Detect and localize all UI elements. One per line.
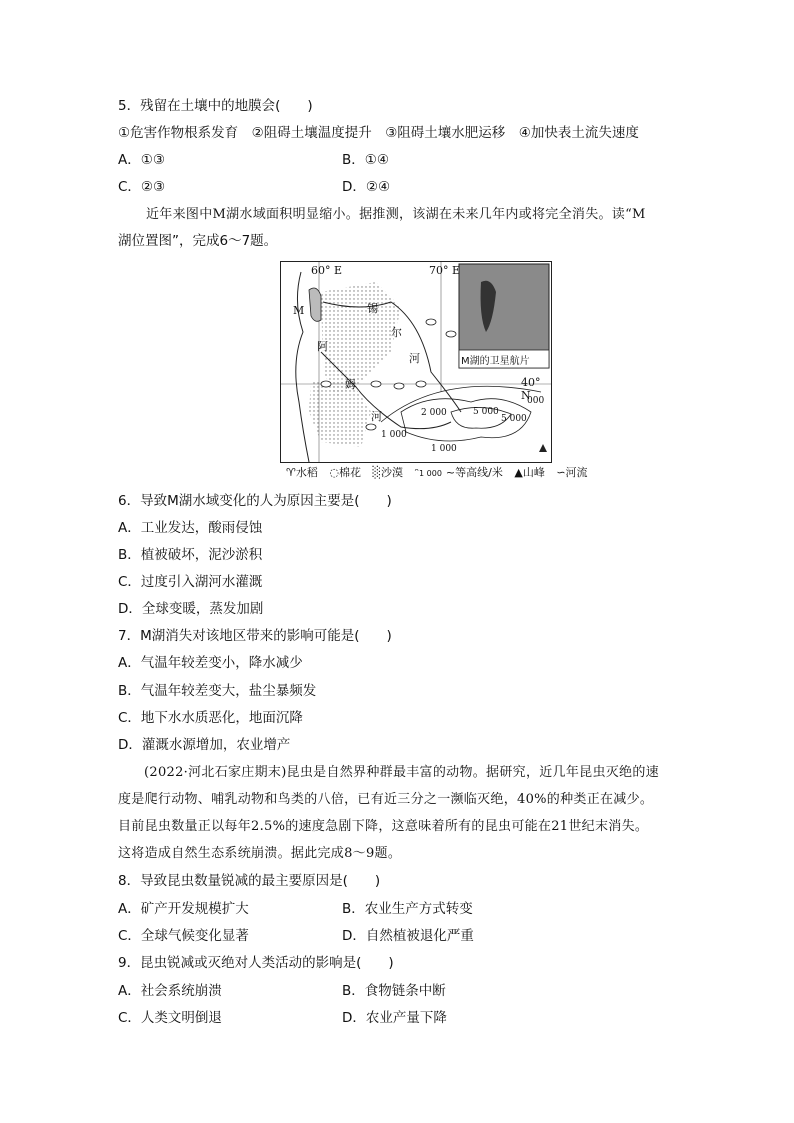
- lon-70-label: 70° E: [429, 264, 461, 277]
- q8-option-a: A．矿产开发规模扩大: [118, 901, 249, 917]
- q5-option-d: D．②④: [342, 179, 391, 195]
- q8-option-d: D．自然植被退化严重: [342, 928, 474, 944]
- q8-stem: 8．导致昆虫数量锐减的最主要原因是( ): [118, 873, 381, 889]
- q7-option-d: D．灌溉水源增加，农业增产: [118, 737, 291, 753]
- q5-option-row1: [118, 151, 389, 169]
- q8-option-row1: [118, 900, 473, 918]
- q5-option-a: A．①③: [118, 152, 165, 168]
- legend-peak: ▲山峰: [514, 466, 545, 479]
- q7-option-a: A．气温年较差变小，降水减少: [118, 655, 303, 671]
- passage2-line1: (2022·河北石家庄期末)昆虫是自然界种群最丰富的动物。据研究，近几年昆虫灭绝的速: [144, 765, 659, 780]
- passage2-line3: 目前昆虫数量正以每年2.5%的速度急剧下降，这意味着所有的昆虫可能在21世纪末消失。: [118, 819, 649, 834]
- q9-option-row2: [118, 1009, 447, 1027]
- q6-option-b: B．植被破坏，泥沙淤积: [118, 547, 263, 563]
- desert-south: [309, 380, 371, 447]
- m-lake: [309, 288, 321, 321]
- q9-option-d: D．农业产量下降: [342, 1010, 447, 1026]
- legend-rice: ♈水稻: [286, 466, 318, 479]
- contour-label-5000a: 5 000: [473, 407, 499, 417]
- q9-option-row1: [118, 982, 446, 1000]
- lat-40-label: 40° N: [521, 376, 541, 402]
- passage2-line2: 度是爬行动物、哺乳动物和鸟类的八倍，已有近三分之一濒临灭绝，40%的种类正在减少。: [118, 792, 654, 807]
- lake-m-label: M: [293, 304, 305, 317]
- contour-label-000: 000: [527, 396, 545, 406]
- q5-option-b: B．①④: [342, 152, 389, 168]
- map-legend: [286, 466, 596, 481]
- q5-option-c: C．②③: [118, 179, 166, 195]
- q5-option-row2: [118, 178, 391, 196]
- legend-desert: ░沙漠: [372, 466, 403, 479]
- q9-option-c: C．人类文明倒退: [118, 1010, 222, 1026]
- legend-cotton: ◌棉花: [329, 466, 361, 479]
- desert-north: [321, 282, 401, 397]
- lon-60-label: 60° E: [311, 264, 343, 277]
- river-char-xi: 锡: [367, 302, 378, 315]
- passage1-line2: 湖位置图”，完成6～7题。: [118, 233, 278, 249]
- q9-stem: 9．昆虫锐减或灭绝对人类活动的影响是( ): [118, 955, 394, 971]
- river-char-er: 尔: [391, 326, 402, 339]
- q9-option-a: A．社会系统崩溃: [118, 983, 222, 999]
- passage2-line4: 这将造成自然生态系统崩溃。据此完成8～9题。: [118, 846, 402, 861]
- q6-option-c: C．过度引入湖河水灌溉: [118, 574, 263, 590]
- contour-label-2000: 2 000: [421, 408, 447, 418]
- q6-option-a: A．工业发达，酸雨侵蚀: [118, 520, 263, 536]
- river-char-he2: 河: [371, 410, 382, 423]
- contour-label-1000: 1 000: [431, 444, 457, 454]
- q7-option-b: B．气温年较差变大，盐尘暴频发: [118, 683, 317, 699]
- legend-river: ∽河流: [556, 466, 588, 479]
- q9-option-b: B．食物链条中断: [342, 983, 446, 999]
- legend-contour: ᵔ1 000 ~等高线/米: [414, 466, 503, 479]
- q6-stem: 6．导致M湖水域变化的人为原因主要是( ): [118, 493, 392, 509]
- river-char-he1: 河: [409, 352, 420, 365]
- passage1-line1: 近年来图中M湖水域面积明显缩小。据推测，该湖在未来几年内或将完全消失。读“M: [146, 207, 646, 222]
- inset-caption: M湖的卫星航片: [461, 356, 530, 367]
- river-char-mu: 姆: [345, 378, 356, 391]
- river-char-a: 阿: [317, 340, 328, 353]
- contour-label-1000b: 1 000: [381, 430, 407, 440]
- contour-label-5000b: 5 000: [501, 414, 527, 424]
- m-lake-location-map: [280, 261, 552, 463]
- q5-stem: 5．残留在土壤中的地膜会( ): [118, 98, 313, 114]
- peak-symbol: [539, 444, 547, 452]
- q7-option-c: C．地下水水质恶化，地面沉降: [118, 710, 303, 726]
- q8-option-c: C．全球气候变化显著: [118, 928, 249, 944]
- q6-option-d: D．全球变暖，蒸发加剧: [118, 601, 264, 617]
- q8-option-row2: [118, 927, 474, 945]
- q5-choices: ①危害作物根系发育 ②阻碍土壤温度提升 ③阻碍土壤水肥运移 ④加快表土流失速度: [118, 125, 639, 141]
- q7-stem: 7．M湖消失对该地区带来的影响可能是( ): [118, 628, 392, 644]
- q8-option-b: B．农业生产方式转变: [342, 901, 473, 917]
- caspian-coast: [296, 272, 309, 462]
